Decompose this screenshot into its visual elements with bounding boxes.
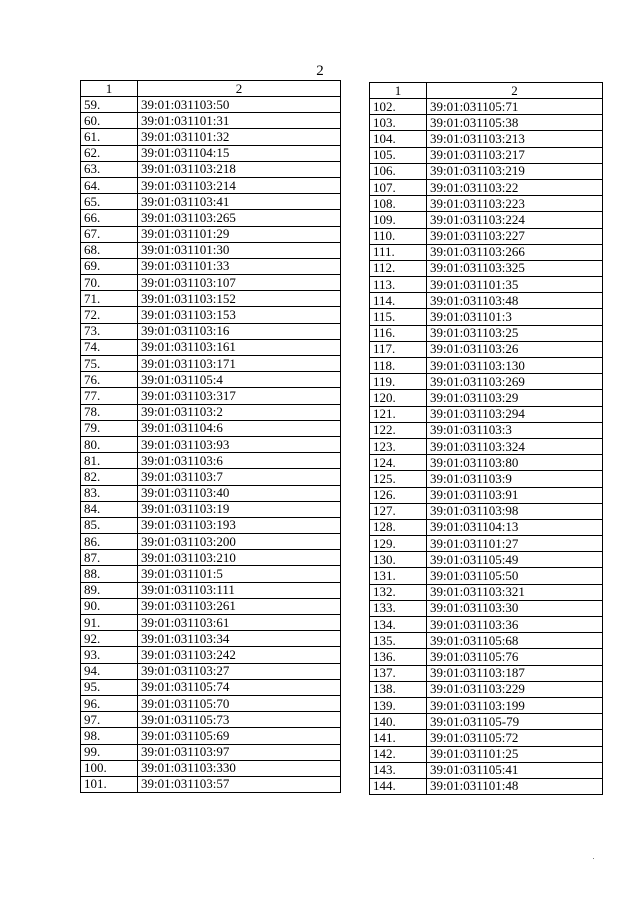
cadastral-number-cell: 39:01:031103:229 (427, 681, 603, 697)
row-number-cell: 118. (370, 358, 427, 374)
table-row (370, 730, 603, 746)
table-row (370, 422, 603, 438)
table-row (81, 517, 341, 533)
cadastral-number-cell: 39:01:031105:41 (427, 762, 603, 778)
row-number-cell: 63. (81, 161, 138, 177)
table-row (370, 746, 603, 762)
cadastral-number-cell: 39:01:031104:15 (138, 145, 341, 161)
page-number: 2 (316, 63, 324, 79)
row-number-cell: 119. (370, 374, 427, 390)
row-number-cell: 84. (81, 501, 138, 517)
cadastral-number-cell: 39:01:031101:31 (138, 113, 341, 129)
table-row (81, 598, 341, 614)
cadastral-number-cell: 39:01:031103:161 (138, 339, 341, 355)
cadastral-number-cell: 39:01:031101:29 (138, 226, 341, 242)
row-number-cell: 80. (81, 436, 138, 452)
table-row (370, 374, 603, 390)
row-number-cell: 125. (370, 471, 427, 487)
row-number-cell: 82. (81, 469, 138, 485)
cadastral-number-cell: 39:01:031103:199 (427, 697, 603, 713)
cadastral-number-cell: 39:01:031103:324 (427, 438, 603, 454)
row-number-cell: 101. (81, 776, 138, 792)
cadastral-number-cell: 39:01:031103:330 (138, 760, 341, 776)
row-number-cell: 133. (370, 600, 427, 616)
table-row (370, 584, 603, 600)
cadastral-number-cell: 39:01:031103:171 (138, 356, 341, 372)
cadastral-number-cell: 39:01:031103:40 (138, 485, 341, 501)
row-number-cell: 69. (81, 258, 138, 274)
table-row (370, 697, 603, 713)
table-row (81, 145, 341, 161)
table-row (370, 406, 603, 422)
cadastral-number-cell: 39:01:031105:74 (138, 679, 341, 695)
cadastral-number-cell: 39:01:031105:50 (427, 568, 603, 584)
cadastral-number-cell: 39:01:031104:13 (427, 519, 603, 535)
row-number-cell: 103. (370, 115, 427, 131)
cadastral-number-cell: 39:01:031105:76 (427, 649, 603, 665)
table-row (81, 129, 341, 145)
cadastral-number-cell: 39:01:031103:214 (138, 177, 341, 193)
row-number-cell: 77. (81, 388, 138, 404)
table-row (370, 455, 603, 471)
table-row (370, 309, 603, 325)
row-number-cell: 113. (370, 277, 427, 293)
cadastral-number-cell: 39:01:031101:27 (427, 536, 603, 552)
row-number-cell: 120. (370, 390, 427, 406)
cadastral-number-cell: 39:01:031103:218 (138, 161, 341, 177)
cadastral-number-cell: 39:01:031105:4 (138, 372, 341, 388)
cadastral-number-cell: 39:01:031105:69 (138, 728, 341, 744)
cadastral-number-cell: 39:01:031101:35 (427, 277, 603, 293)
row-number-cell: 66. (81, 210, 138, 226)
table-row (81, 307, 341, 323)
cadastral-number-cell: 39:01:031103:36 (427, 617, 603, 633)
row-number-cell: 73. (81, 323, 138, 339)
row-number-cell: 64. (81, 177, 138, 193)
row-number-cell: 123. (370, 438, 427, 454)
table-row (370, 649, 603, 665)
cadastral-number-cell: 39:01:031103:261 (138, 598, 341, 614)
cadastral-number-cell: 39:01:031103:25 (427, 325, 603, 341)
row-number-cell: 117. (370, 341, 427, 357)
row-number-cell: 85. (81, 517, 138, 533)
cadastral-number-cell: 39:01:031103:210 (138, 550, 341, 566)
cadastral-number-cell: 39:01:031103:2 (138, 404, 341, 420)
row-number-cell: 75. (81, 356, 138, 372)
cadastral-number-cell: 39:01:031105-79 (427, 714, 603, 730)
cadastral-number-cell: 39:01:031105:38 (427, 115, 603, 131)
row-number-cell: 135. (370, 633, 427, 649)
cadastral-number-cell: 39:01:031103:219 (427, 163, 603, 179)
row-number-cell: 70. (81, 275, 138, 291)
cadastral-number-cell: 39:01:031101:48 (427, 778, 603, 794)
row-number-cell: 131. (370, 568, 427, 584)
table-row (370, 714, 603, 730)
row-number-cell: 143. (370, 762, 427, 778)
cadastral-number-cell: 39:01:031103:111 (138, 582, 341, 598)
cadastral-number-cell: 39:01:031103:41 (138, 194, 341, 210)
row-number-cell: 81. (81, 453, 138, 469)
table-row (81, 534, 341, 550)
cadastral-number-cell: 39:01:031103:152 (138, 291, 341, 307)
table-row (81, 679, 341, 695)
scan-speck (593, 858, 594, 859)
cadastral-number-cell: 39:01:031103:265 (138, 210, 341, 226)
table-row (81, 388, 341, 404)
row-number-cell: 59. (81, 97, 138, 113)
row-number-cell: 121. (370, 406, 427, 422)
table-row (81, 372, 341, 388)
table-row (81, 695, 341, 711)
table-row (81, 420, 341, 436)
row-number-cell: 90. (81, 598, 138, 614)
table-row (81, 113, 341, 129)
table-header-row (370, 83, 603, 99)
table-row (81, 177, 341, 193)
row-number-cell: 122. (370, 422, 427, 438)
table-row (370, 762, 603, 778)
row-number-cell: 95. (81, 679, 138, 695)
table-row (370, 325, 603, 341)
cadastral-number-cell: 39:01:031101:5 (138, 566, 341, 582)
cadastral-number-cell: 39:01:031103:223 (427, 196, 603, 212)
row-number-cell: 110. (370, 228, 427, 244)
row-number-cell: 83. (81, 485, 138, 501)
table-row (81, 582, 341, 598)
cadastral-number-cell: 39:01:031101:25 (427, 746, 603, 762)
row-number-cell: 137. (370, 665, 427, 681)
table-row (81, 501, 341, 517)
row-number-cell: 74. (81, 339, 138, 355)
column-header-number: 1 (81, 81, 138, 97)
row-number-cell: 124. (370, 455, 427, 471)
table-row (370, 228, 603, 244)
cadastral-number-cell: 39:01:031103:224 (427, 212, 603, 228)
table-row (81, 728, 341, 744)
row-number-cell: 108. (370, 196, 427, 212)
table-row (370, 681, 603, 697)
row-number-cell: 109. (370, 212, 427, 228)
table-row (81, 97, 341, 113)
cadastral-number-cell: 39:01:031101:3 (427, 309, 603, 325)
table-row (81, 631, 341, 647)
cadastral-number-cell: 39:01:031103:153 (138, 307, 341, 323)
cadastral-number-cell: 39:01:031103:294 (427, 406, 603, 422)
table-row (81, 712, 341, 728)
cadastral-number-cell: 39:01:031103:200 (138, 534, 341, 550)
table-row (81, 469, 341, 485)
cadastral-number-cell: 39:01:031103:242 (138, 647, 341, 663)
cadastral-number-cell: 39:01:031103:34 (138, 631, 341, 647)
table-row (81, 550, 341, 566)
cadastral-number-cell: 39:01:031103:7 (138, 469, 341, 485)
cadastral-number-cell: 39:01:031103:50 (138, 97, 341, 113)
cadastral-number-cell: 39:01:031103:98 (427, 503, 603, 519)
table-row (370, 471, 603, 487)
cadastral-number-cell: 39:01:031105:73 (138, 712, 341, 728)
table-row (370, 536, 603, 552)
table-row (81, 760, 341, 776)
row-number-cell: 97. (81, 712, 138, 728)
row-number-cell: 72. (81, 307, 138, 323)
cadastral-number-cell: 39:01:031105:70 (138, 695, 341, 711)
table-row (370, 438, 603, 454)
row-number-cell: 67. (81, 226, 138, 242)
table-row (81, 776, 341, 792)
cadastral-number-cell: 39:01:031103:130 (427, 358, 603, 374)
column-header-cadastral-number: 2 (427, 83, 603, 99)
row-number-cell: 61. (81, 129, 138, 145)
row-number-cell: 62. (81, 145, 138, 161)
cadastral-number-cell: 39:01:031103:213 (427, 131, 603, 147)
row-number-cell: 92. (81, 631, 138, 647)
table-row (370, 260, 603, 276)
column-header-number: 1 (370, 83, 427, 99)
table-row (370, 163, 603, 179)
cadastral-number-cell: 39:01:031103:269 (427, 374, 603, 390)
table-row (370, 244, 603, 260)
table-row (81, 210, 341, 226)
cadastral-number-cell: 39:01:031103:325 (427, 260, 603, 276)
cadastral-number-cell: 39:01:031103:19 (138, 501, 341, 517)
table-header-row (81, 81, 341, 97)
cadastral-number-cell: 39:01:031101:32 (138, 129, 341, 145)
row-number-cell: 79. (81, 420, 138, 436)
row-number-cell: 116. (370, 325, 427, 341)
table-row (370, 503, 603, 519)
cadastral-number-cell: 39:01:031103:26 (427, 341, 603, 357)
row-number-cell: 136. (370, 649, 427, 665)
table-row (81, 339, 341, 355)
cadastral-number-cell: 39:01:031103:3 (427, 422, 603, 438)
table-row (370, 568, 603, 584)
table-row (81, 291, 341, 307)
row-number-cell: 100. (81, 760, 138, 776)
row-number-cell: 65. (81, 194, 138, 210)
table-row (81, 647, 341, 663)
row-number-cell: 128. (370, 519, 427, 535)
row-number-cell: 112. (370, 260, 427, 276)
row-number-cell: 130. (370, 552, 427, 568)
row-number-cell: 139. (370, 697, 427, 713)
table-row (370, 617, 603, 633)
column-header-cadastral-number: 2 (138, 81, 341, 97)
table-row (81, 663, 341, 679)
row-number-cell: 111. (370, 244, 427, 260)
row-number-cell: 126. (370, 487, 427, 503)
row-number-cell: 134. (370, 617, 427, 633)
row-number-cell: 140. (370, 714, 427, 730)
row-number-cell: 105. (370, 147, 427, 163)
table-row (370, 778, 603, 794)
cadastral-table-right (369, 82, 603, 795)
row-number-cell: 104. (370, 131, 427, 147)
cadastral-number-cell: 39:01:031103:27 (138, 663, 341, 679)
row-number-cell: 94. (81, 663, 138, 679)
row-number-cell: 93. (81, 647, 138, 663)
cadastral-number-cell: 39:01:031103:57 (138, 776, 341, 792)
cadastral-number-cell: 39:01:031103:6 (138, 453, 341, 469)
row-number-cell: 114. (370, 293, 427, 309)
table-row (370, 519, 603, 535)
table-row (81, 485, 341, 501)
cadastral-number-cell: 39:01:031103:80 (427, 455, 603, 471)
cadastral-number-cell: 39:01:031103:193 (138, 517, 341, 533)
cadastral-number-cell: 39:01:031105:71 (427, 99, 603, 115)
cadastral-number-cell: 39:01:031105:68 (427, 633, 603, 649)
cadastral-number-cell: 39:01:031105:49 (427, 552, 603, 568)
table-row (81, 436, 341, 452)
cadastral-number-cell: 39:01:031103:91 (427, 487, 603, 503)
table-row (370, 600, 603, 616)
table-row (370, 487, 603, 503)
table-row (81, 404, 341, 420)
cadastral-number-cell: 39:01:031105:72 (427, 730, 603, 746)
row-number-cell: 87. (81, 550, 138, 566)
cadastral-number-cell: 39:01:031103:187 (427, 665, 603, 681)
table-row (81, 323, 341, 339)
table-row (81, 275, 341, 291)
table-row (370, 179, 603, 195)
table-row (370, 196, 603, 212)
table-row (81, 242, 341, 258)
row-number-cell: 106. (370, 163, 427, 179)
cadastral-number-cell: 39:01:031103:321 (427, 584, 603, 600)
row-number-cell: 99. (81, 744, 138, 760)
row-number-cell: 88. (81, 566, 138, 582)
row-number-cell: 76. (81, 372, 138, 388)
table-row (370, 341, 603, 357)
table-row (370, 115, 603, 131)
row-number-cell: 102. (370, 99, 427, 115)
cadastral-number-cell: 39:01:031101:30 (138, 242, 341, 258)
table-row (81, 744, 341, 760)
row-number-cell: 141. (370, 730, 427, 746)
row-number-cell: 89. (81, 582, 138, 598)
row-number-cell: 127. (370, 503, 427, 519)
table-row (81, 453, 341, 469)
table-row (370, 131, 603, 147)
table-row (81, 161, 341, 177)
table-row (81, 356, 341, 372)
cadastral-table-left (80, 80, 341, 793)
row-number-cell: 78. (81, 404, 138, 420)
row-number-cell: 144. (370, 778, 427, 794)
table-row (370, 99, 603, 115)
table-row (370, 277, 603, 293)
table-row (370, 147, 603, 163)
cadastral-number-cell: 39:01:031103:48 (427, 293, 603, 309)
table-row (370, 358, 603, 374)
table-row (370, 212, 603, 228)
row-number-cell: 68. (81, 242, 138, 258)
table-row (370, 633, 603, 649)
table-row (81, 226, 341, 242)
cadastral-number-cell: 39:01:031103:97 (138, 744, 341, 760)
row-number-cell: 91. (81, 615, 138, 631)
cadastral-number-cell: 39:01:031103:266 (427, 244, 603, 260)
cadastral-number-cell: 39:01:031101:33 (138, 258, 341, 274)
cadastral-number-cell: 39:01:031103:217 (427, 147, 603, 163)
cadastral-number-cell: 39:01:031103:93 (138, 436, 341, 452)
row-number-cell: 142. (370, 746, 427, 762)
cadastral-number-cell: 39:01:031103:29 (427, 390, 603, 406)
cadastral-number-cell: 39:01:031104:6 (138, 420, 341, 436)
table-row (370, 552, 603, 568)
row-number-cell: 107. (370, 179, 427, 195)
table-row (370, 293, 603, 309)
row-number-cell: 132. (370, 584, 427, 600)
cadastral-number-cell: 39:01:031103:22 (427, 179, 603, 195)
table-row (81, 566, 341, 582)
table-row (81, 194, 341, 210)
cadastral-number-cell: 39:01:031103:9 (427, 471, 603, 487)
cadastral-number-cell: 39:01:031103:61 (138, 615, 341, 631)
row-number-cell: 71. (81, 291, 138, 307)
table-row (370, 390, 603, 406)
row-number-cell: 138. (370, 681, 427, 697)
cadastral-number-cell: 39:01:031103:107 (138, 275, 341, 291)
row-number-cell: 86. (81, 534, 138, 550)
row-number-cell: 60. (81, 113, 138, 129)
cadastral-number-cell: 39:01:031103:30 (427, 600, 603, 616)
row-number-cell: 98. (81, 728, 138, 744)
cadastral-number-cell: 39:01:031103:16 (138, 323, 341, 339)
row-number-cell: 115. (370, 309, 427, 325)
cadastral-number-cell: 39:01:031103:227 (427, 228, 603, 244)
row-number-cell: 96. (81, 695, 138, 711)
table-row (81, 615, 341, 631)
row-number-cell: 129. (370, 536, 427, 552)
table-row (370, 665, 603, 681)
table-row (81, 258, 341, 274)
cadastral-number-cell: 39:01:031103:317 (138, 388, 341, 404)
